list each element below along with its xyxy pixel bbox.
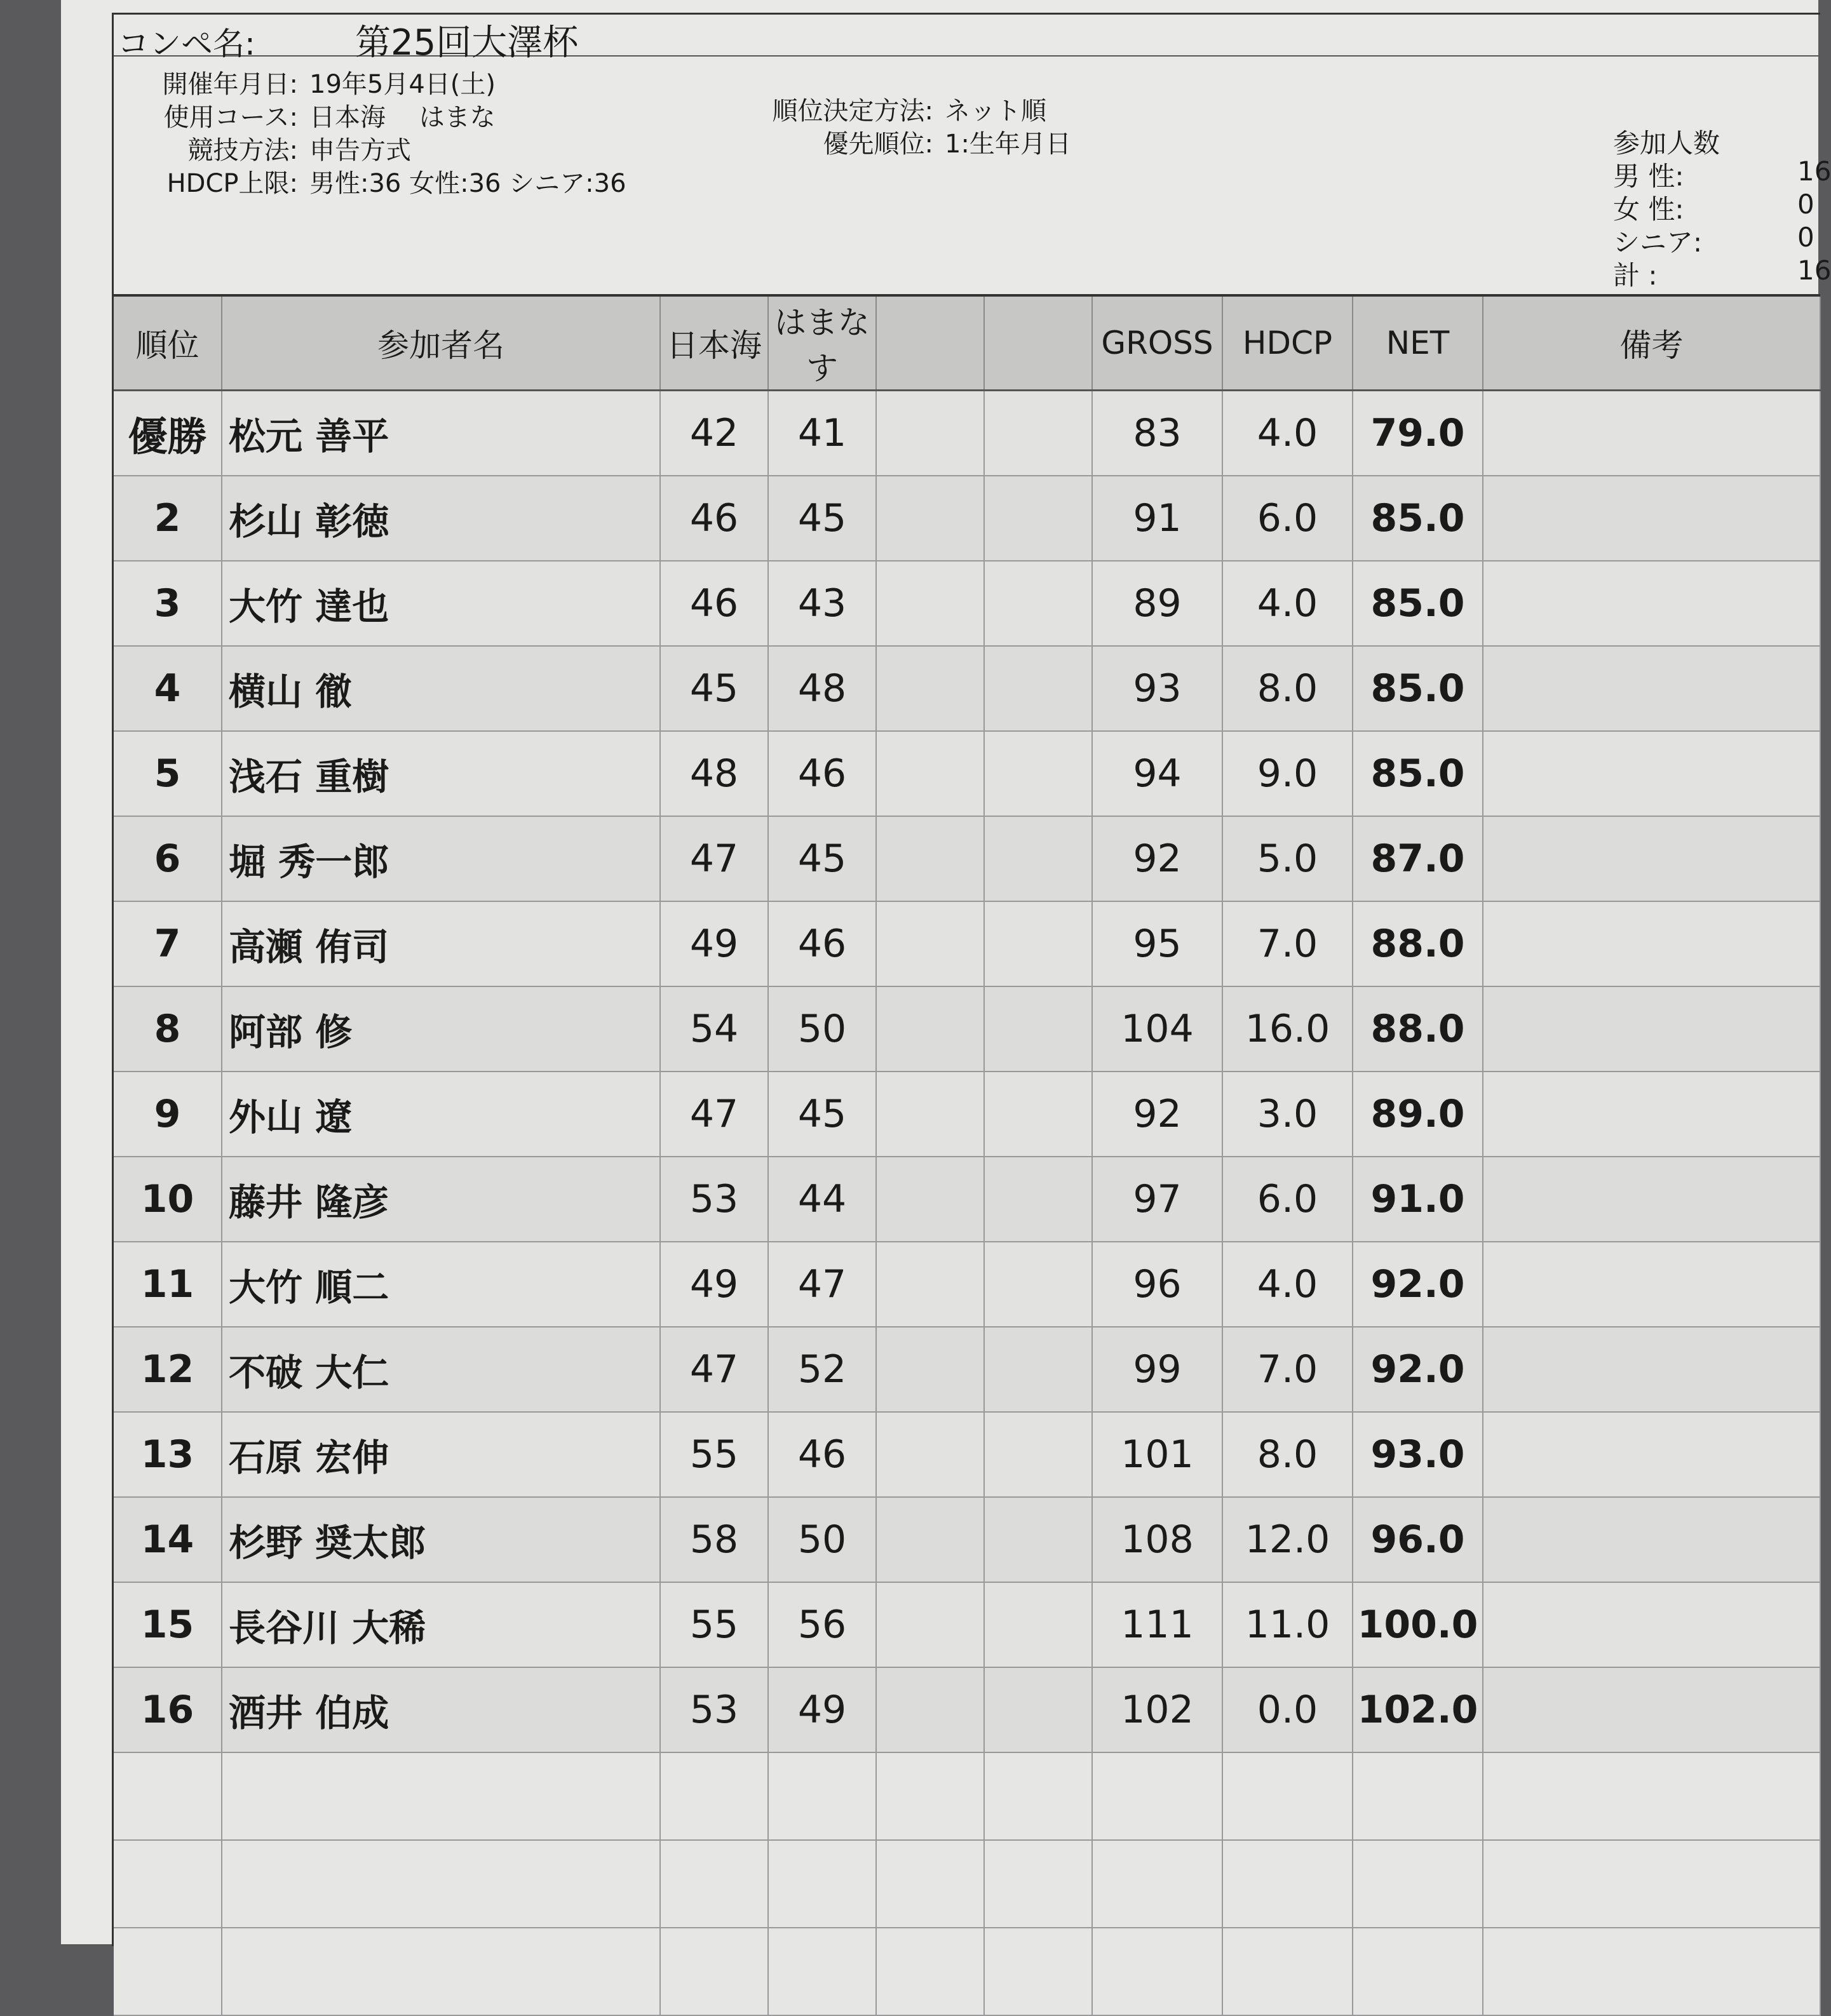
- cell-gross: 96: [1092, 1242, 1222, 1327]
- cell-net: 79.0: [1353, 391, 1483, 476]
- cell-in: 56: [768, 1582, 876, 1667]
- cell-blank2: [984, 986, 1092, 1072]
- empty-cell: [1353, 1928, 1483, 2015]
- cell-blank2: [984, 901, 1092, 986]
- cell-net: 92.0: [1353, 1242, 1483, 1327]
- cell-name: 堀 秀一郎: [222, 816, 660, 901]
- cell-blank1: [876, 1157, 984, 1242]
- cell-gross: 101: [1092, 1412, 1222, 1497]
- cell-rank: 7: [114, 901, 222, 986]
- cell-rank: 6: [114, 816, 222, 901]
- cell-note: [1483, 1072, 1820, 1157]
- cell-gross: 102: [1092, 1667, 1222, 1752]
- cell-note: [1483, 1667, 1820, 1752]
- cell-net: 87.0: [1353, 816, 1483, 901]
- table-row: [114, 1327, 1820, 1412]
- participants-box: [1613, 123, 1831, 291]
- cell-rank: 12: [114, 1327, 222, 1412]
- col-course1: 日本海: [660, 297, 768, 391]
- date-line: [114, 64, 496, 100]
- cell-blank1: [876, 1497, 984, 1582]
- cell-out: 58: [660, 1497, 768, 1582]
- cell-blank2: [984, 561, 1092, 646]
- empty-cell: [1353, 1752, 1483, 1840]
- ranking-line: [743, 91, 1046, 127]
- col-blank1: [876, 297, 984, 391]
- empty-cell: [1353, 1840, 1483, 1928]
- cell-blank2: [984, 1412, 1092, 1497]
- method-label: 競技方法:: [187, 136, 298, 165]
- table-row: [114, 646, 1820, 731]
- table-row: [114, 476, 1820, 561]
- table-row: [114, 1072, 1820, 1157]
- col-hdcp: HDCP: [1222, 297, 1353, 391]
- cell-rank: 2: [114, 476, 222, 561]
- cell-gross: 108: [1092, 1497, 1222, 1582]
- cell-gross: 92: [1092, 816, 1222, 901]
- cell-blank1: [876, 731, 984, 816]
- cell-note: [1483, 1242, 1820, 1327]
- table-row: [114, 816, 1820, 901]
- cell-rank: 4: [114, 646, 222, 731]
- cell-net: 85.0: [1353, 646, 1483, 731]
- cell-note: [1483, 1412, 1820, 1497]
- empty-cell: [1483, 1752, 1820, 1840]
- empty-cell: [114, 1840, 222, 1928]
- empty-cell: [984, 1752, 1092, 1840]
- cell-in: 41: [768, 391, 876, 476]
- cell-in: 46: [768, 1412, 876, 1497]
- cell-gross: 94: [1092, 731, 1222, 816]
- cell-blank1: [876, 1667, 984, 1752]
- cell-rank: 13: [114, 1412, 222, 1497]
- female-label: 女 性:: [1613, 194, 1684, 225]
- cell-name: 石原 宏伸: [222, 1412, 660, 1497]
- cell-name: 阿部 修: [222, 986, 660, 1072]
- cell-blank1: [876, 391, 984, 476]
- results-table: [114, 297, 1821, 2016]
- cell-hdcp: 11.0: [1222, 1582, 1353, 1667]
- cell-blank2: [984, 816, 1092, 901]
- cell-out: 47: [660, 1072, 768, 1157]
- cell-note: [1483, 986, 1820, 1072]
- cell-in: 44: [768, 1157, 876, 1242]
- cell-rank: 16: [114, 1667, 222, 1752]
- hdcp-label: HDCP上限:: [166, 169, 298, 198]
- cell-out: 55: [660, 1412, 768, 1497]
- priority-line: [743, 124, 1071, 160]
- cell-net: 85.0: [1353, 476, 1483, 561]
- cell-in: 52: [768, 1327, 876, 1412]
- table-row: [114, 1667, 1820, 1752]
- cell-note: [1483, 731, 1820, 816]
- cell-net: 96.0: [1353, 1497, 1483, 1582]
- col-blank2: [984, 297, 1092, 391]
- header-row: [114, 297, 1820, 391]
- cell-hdcp: 4.0: [1222, 561, 1353, 646]
- cell-name: 酒井 伯成: [222, 1667, 660, 1752]
- empty-cell: [114, 1928, 222, 2015]
- cell-hdcp: 7.0: [1222, 1327, 1353, 1412]
- table-row: [114, 391, 1820, 476]
- cell-hdcp: 3.0: [1222, 1072, 1353, 1157]
- cell-rank: 9: [114, 1072, 222, 1157]
- participants-title: 参加人数: [1613, 128, 1720, 159]
- senior-line: [1613, 222, 1814, 258]
- cell-hdcp: 9.0: [1222, 731, 1353, 816]
- cell-blank2: [984, 391, 1092, 476]
- table-row: [114, 1497, 1820, 1582]
- table-row: [114, 1582, 1820, 1667]
- cell-blank1: [876, 1412, 984, 1497]
- col-gross: GROSS: [1092, 297, 1222, 391]
- cell-hdcp: 8.0: [1222, 646, 1353, 731]
- col-net: NET: [1353, 297, 1483, 391]
- cell-blank1: [876, 476, 984, 561]
- empty-cell: [1092, 1752, 1222, 1840]
- cell-in: 48: [768, 646, 876, 731]
- cell-note: [1483, 561, 1820, 646]
- results-sheet: [112, 13, 1831, 1946]
- date-label: 開催年月日:: [162, 70, 298, 99]
- cell-hdcp: 6.0: [1222, 1157, 1353, 1242]
- cell-name: 外山 遼: [222, 1072, 660, 1157]
- method-value: 申告方式: [309, 136, 411, 165]
- total-line: [1613, 255, 1831, 291]
- table-row: [114, 901, 1820, 986]
- course-label: 使用コース:: [163, 103, 298, 132]
- cell-gross: 95: [1092, 901, 1222, 986]
- cell-rank: 8: [114, 986, 222, 1072]
- cell-note: [1483, 1327, 1820, 1412]
- cell-rank: 15: [114, 1582, 222, 1667]
- cell-blank1: [876, 986, 984, 1072]
- cell-out: 47: [660, 816, 768, 901]
- empty-cell: [1092, 1840, 1222, 1928]
- results-body: [114, 391, 1820, 2016]
- cell-out: 46: [660, 561, 768, 646]
- cell-net: 88.0: [1353, 986, 1483, 1072]
- ranking-value: ネット順: [945, 97, 1046, 126]
- empty-cell: [660, 1928, 768, 2015]
- course-value: 日本海 はまな: [309, 103, 496, 132]
- cell-note: [1483, 1157, 1820, 1242]
- female-line: [1613, 189, 1814, 225]
- cell-blank2: [984, 646, 1092, 731]
- cell-net: 85.0: [1353, 731, 1483, 816]
- cell-net: 92.0: [1353, 1327, 1483, 1412]
- cell-in: 46: [768, 731, 876, 816]
- cell-out: 49: [660, 901, 768, 986]
- cell-rank: 14: [114, 1497, 222, 1582]
- cell-net: 102.0: [1353, 1667, 1483, 1752]
- cell-out: 49: [660, 1242, 768, 1327]
- cell-gross: 89: [1092, 561, 1222, 646]
- cell-name: 藤井 隆彦: [222, 1157, 660, 1242]
- cell-name: 杉山 彰徳: [222, 476, 660, 561]
- male-count: 16: [1797, 156, 1831, 187]
- method-line: [114, 130, 411, 166]
- cell-blank2: [984, 1327, 1092, 1412]
- cell-rank: 5: [114, 731, 222, 816]
- cell-hdcp: 5.0: [1222, 816, 1353, 901]
- compe-name: 第25回大澤杯: [355, 22, 579, 64]
- cell-in: 45: [768, 816, 876, 901]
- cell-net: 88.0: [1353, 901, 1483, 986]
- cell-blank1: [876, 901, 984, 986]
- cell-out: 48: [660, 731, 768, 816]
- male-line: [1613, 156, 1831, 192]
- cell-note: [1483, 1497, 1820, 1582]
- cell-blank1: [876, 1072, 984, 1157]
- cell-blank2: [984, 1157, 1092, 1242]
- cell-out: 47: [660, 1327, 768, 1412]
- cell-blank2: [984, 1242, 1092, 1327]
- table-row: [114, 561, 1820, 646]
- empty-cell: [1483, 1928, 1820, 2015]
- cell-hdcp: 4.0: [1222, 1242, 1353, 1327]
- female-count: 0: [1797, 189, 1814, 220]
- cell-net: 100.0: [1353, 1582, 1483, 1667]
- senior-count: 0: [1797, 222, 1814, 253]
- cell-gross: 111: [1092, 1582, 1222, 1667]
- cell-note: [1483, 816, 1820, 901]
- empty-cell: [768, 1928, 876, 2015]
- cell-out: 53: [660, 1157, 768, 1242]
- paper-sheet: [61, 0, 1831, 1944]
- empty-cell: [1092, 1928, 1222, 2015]
- hdcp-line: [114, 163, 626, 199]
- table-row: [114, 1242, 1820, 1327]
- cell-name: 高瀬 侑司: [222, 901, 660, 986]
- cell-out: 45: [660, 646, 768, 731]
- cell-blank1: [876, 1582, 984, 1667]
- table-row: [114, 731, 1820, 816]
- cell-note: [1483, 476, 1820, 561]
- cell-blank1: [876, 816, 984, 901]
- cell-name: 横山 徹: [222, 646, 660, 731]
- cell-name: 杉野 奨太郎: [222, 1497, 660, 1582]
- cell-in: 45: [768, 1072, 876, 1157]
- cell-hdcp: 6.0: [1222, 476, 1353, 561]
- cell-out: 42: [660, 391, 768, 476]
- cell-blank2: [984, 476, 1092, 561]
- empty-cell: [984, 1928, 1092, 2015]
- empty-cell: [876, 1752, 984, 1840]
- empty-row: [114, 1752, 1820, 1840]
- table-row: [114, 1412, 1820, 1497]
- empty-row: [114, 1840, 1820, 1928]
- col-name: 参加者名: [222, 297, 660, 391]
- cell-out: 54: [660, 986, 768, 1072]
- cell-net: 85.0: [1353, 561, 1483, 646]
- cell-name: 不破 大仁: [222, 1327, 660, 1412]
- cell-gross: 97: [1092, 1157, 1222, 1242]
- cell-hdcp: 12.0: [1222, 1497, 1353, 1582]
- cell-net: 89.0: [1353, 1072, 1483, 1157]
- empty-cell: [222, 1752, 660, 1840]
- cell-note: [1483, 901, 1820, 986]
- empty-cell: [222, 1928, 660, 2015]
- cell-blank1: [876, 1242, 984, 1327]
- empty-cell: [768, 1752, 876, 1840]
- cell-gross: 104: [1092, 986, 1222, 1072]
- cell-hdcp: 0.0: [1222, 1667, 1353, 1752]
- total-label: 計 :: [1613, 260, 1658, 291]
- empty-cell: [984, 1840, 1092, 1928]
- cell-name: 大竹 順二: [222, 1242, 660, 1327]
- empty-cell: [1222, 1752, 1353, 1840]
- cell-name: 松元 善平: [222, 391, 660, 476]
- empty-cell: [1483, 1840, 1820, 1928]
- cell-in: 43: [768, 561, 876, 646]
- cell-blank1: [876, 1327, 984, 1412]
- cell-in: 50: [768, 986, 876, 1072]
- cell-gross: 93: [1092, 646, 1222, 731]
- cell-gross: 92: [1092, 1072, 1222, 1157]
- total-count: 16: [1797, 255, 1831, 286]
- cell-in: 46: [768, 901, 876, 986]
- cell-hdcp: 16.0: [1222, 986, 1353, 1072]
- cell-blank2: [984, 1582, 1092, 1667]
- col-course2: はまなす: [768, 297, 876, 391]
- cell-blank2: [984, 1667, 1092, 1752]
- cell-note: [1483, 1582, 1820, 1667]
- ranking-label: 順位決定方法:: [772, 97, 933, 126]
- senior-label: シニア:: [1613, 227, 1703, 258]
- cell-net: 91.0: [1353, 1157, 1483, 1242]
- empty-cell: [768, 1840, 876, 1928]
- priority-label: 優先順位:: [823, 130, 933, 159]
- cell-hdcp: 8.0: [1222, 1412, 1353, 1497]
- cell-name: 浅石 重樹: [222, 731, 660, 816]
- cell-rank: 3: [114, 561, 222, 646]
- cell-in: 49: [768, 1667, 876, 1752]
- empty-cell: [660, 1752, 768, 1840]
- cell-rank: 11: [114, 1242, 222, 1327]
- cell-name: 大竹 達也: [222, 561, 660, 646]
- cell-gross: 83: [1092, 391, 1222, 476]
- col-note: 備考: [1483, 297, 1820, 391]
- empty-cell: [876, 1840, 984, 1928]
- cell-note: [1483, 646, 1820, 731]
- cell-out: 55: [660, 1582, 768, 1667]
- priority-value: 1:生年月日: [945, 130, 1071, 159]
- cell-blank2: [984, 1497, 1092, 1582]
- cell-rank: 優勝: [114, 391, 222, 476]
- cell-in: 45: [768, 476, 876, 561]
- cell-gross: 91: [1092, 476, 1222, 561]
- course-line: [114, 97, 496, 133]
- cell-blank2: [984, 731, 1092, 816]
- empty-cell: [1222, 1928, 1353, 2015]
- male-label: 男 性:: [1613, 161, 1684, 192]
- cell-out: 46: [660, 476, 768, 561]
- table-row: [114, 1157, 1820, 1242]
- cell-in: 50: [768, 1497, 876, 1582]
- cell-rank: 10: [114, 1157, 222, 1242]
- cell-blank1: [876, 646, 984, 731]
- empty-cell: [1222, 1840, 1353, 1928]
- title-row: [114, 15, 1820, 64]
- empty-cell: [660, 1840, 768, 1928]
- cell-blank2: [984, 1072, 1092, 1157]
- cell-hdcp: 7.0: [1222, 901, 1353, 986]
- cell-hdcp: 4.0: [1222, 391, 1353, 476]
- cell-net: 93.0: [1353, 1412, 1483, 1497]
- empty-cell: [876, 1928, 984, 2015]
- cell-gross: 99: [1092, 1327, 1222, 1412]
- cell-in: 47: [768, 1242, 876, 1327]
- cell-blank1: [876, 561, 984, 646]
- empty-row: [114, 1928, 1820, 2015]
- cell-note: [1483, 391, 1820, 476]
- hdcp-value: 男性:36 女性:36 シニア:36: [309, 169, 626, 198]
- col-rank: 順位: [114, 297, 222, 391]
- date-value: 19年5月4日(土): [309, 70, 496, 99]
- table-row: [114, 986, 1820, 1072]
- cell-name: 長谷川 大稀: [222, 1582, 660, 1667]
- compe-label: コンペ名:: [118, 25, 255, 62]
- cell-out: 53: [660, 1667, 768, 1752]
- empty-cell: [222, 1840, 660, 1928]
- empty-cell: [114, 1752, 222, 1840]
